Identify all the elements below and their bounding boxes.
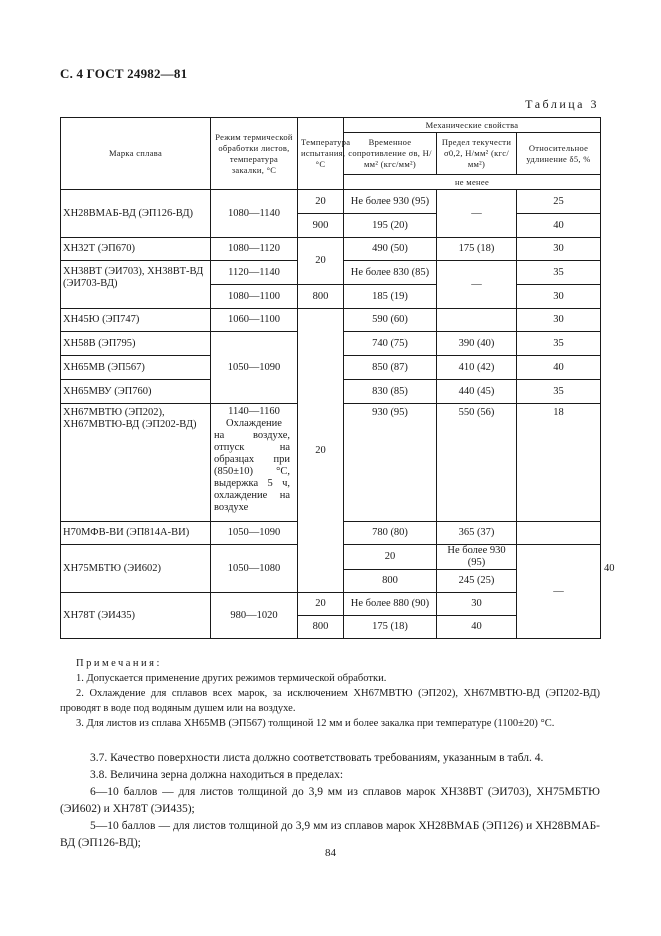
temp-cell: 800 [298,285,344,309]
paragraph: 5—10 баллов — для листов толщиной до 3,9 мм из сплавов марок ХН28ВМАБ (ЭП126) и ХН28ВМАБ-ВД (ЭП126-ВД); [60,820,600,849]
temp-cell: 20 [298,190,344,214]
alloy-cell: ХН78Т (ЭИ435) [61,593,211,639]
tensile-cell: Не более 830 (85) [344,261,437,285]
header-tensile: Временное сопротивление σв, Н/мм² (кгс/мм²) [344,133,437,175]
elong-cell: 35 [517,332,601,356]
yield-cell: 390 (40) [437,332,517,356]
notes-title: Примечания: [76,658,162,669]
mode-cell [211,404,298,522]
tensile-cell: Не более 880 (90) [344,593,437,616]
alloy-cell: ХН67МВТЮ (ЭП202), ХН67МВТЮ-ВД (ЭП202-ВД) [61,404,211,522]
note-item: 1. Допускается применение других режимов термической обработки. [76,673,387,684]
header-min-note: не менее [344,175,601,190]
header-mechanical: Механические свойства [344,118,601,133]
temp-cell: 900 [298,214,344,238]
temp-cell: 20 [298,238,344,285]
header-yield: Предел текучести σ0,2, Н/мм² (кгс/мм²) [437,133,517,175]
table-notes [60,656,600,731]
paragraph: 3.8. Величина зерна должна находиться в пределах: [90,769,344,781]
tensile-cell: 590 (60) [344,309,437,332]
mode-cell: 1080—1140 [211,190,298,238]
alloy-cell: ХН65МВУ (ЭП760) [61,380,211,404]
tensile-cell: 245 (25) [437,570,517,593]
paragraph: 6—10 баллов — для листов толщиной до 3,9 мм из сплавов марок ХН38ВТ (ЭИ703), ХН75МБТЮ (ЭИ602) и ХН78Т (ЭИ435); [60,786,600,815]
tensile-cell: 185 (19) [344,285,437,309]
header-temp: Температура испытания, °С [298,118,344,190]
alloy-cell: ХН28ВМАБ-ВД (ЭП126-ВД) [61,190,211,238]
tensile-cell: 175 (18) [344,616,437,639]
yield-cell: 410 (42) [437,356,517,380]
header-mode: Режим термической обработки листов, температура закалки, °С [211,118,298,190]
tensile-cell: 830 (85) [344,380,437,404]
tensile-cell: 930 (95) [344,404,437,522]
yield-cell: 365 (37) [437,522,517,545]
mode-cell: 1060—1100 [211,309,298,332]
mode-cell: 980—1020 [211,593,298,639]
tensile-cell: Не более 930 (95) [437,545,517,570]
alloy-cell: ХН58В (ЭП795) [61,332,211,356]
yield-cell: 550 (56) [437,404,517,522]
alloy-cell: ХН38ВТ (ЭИ703), ХН38ВТ-ВД (ЭИ703-ВД) [61,261,211,309]
temp-cell: 800 [344,570,437,593]
paragraph: 3.7. Качество поверхности листа должно соответствовать требованиям, указанным в табл. 4. [90,752,544,764]
tensile-cell: 780 (80) [344,522,437,545]
tensile-cell: Не более 930 (95) [344,190,437,214]
elong-cell [517,522,601,545]
elong-cell: 35 [517,261,601,285]
mode-cell: 1050—1090 [211,332,298,404]
page-header: С. 4 ГОСТ 24982—81 [60,66,188,81]
elong-cell: 30 [517,238,601,261]
mode-cell: 1120—1140 [211,261,298,285]
alloy-cell: ХН75МБТЮ (ЭИ602) [61,545,211,593]
elong-cell: 30 [517,309,601,332]
yield-cell: — [517,545,601,639]
table-row [61,190,601,214]
elong-cell: 40 [517,356,601,380]
mode-treatment-note: Охлаждение на воздухе, отпуск на образцах при (850±10) °С, выдержка 5 ч, охлаждение на воздухе [214,418,290,513]
temp-cell: 20 [344,545,437,570]
temp-cell: 800 [298,616,344,639]
table-row [61,309,601,332]
elong-cell: 40 [517,214,601,238]
table-row [61,238,601,261]
tensile-cell: 195 (20) [344,214,437,238]
elong-cell: 40 [437,616,517,639]
elong-cell: 30 [437,593,517,616]
alloy-cell: ХН45Ю (ЭП747) [61,309,211,332]
mode-cell: 1050—1090 [211,522,298,545]
temp-cell: 20 [298,309,344,593]
mode-cell: 1080—1120 [211,238,298,261]
yield-cell: 440 (45) [437,380,517,404]
elong-cell: 35 [517,380,601,404]
note-item: 3. Для листов из сплава ХН65МВ (ЭП567) толщиной 12 мм и более закалка при температуре (1100±20) °С. [76,718,555,729]
alloy-cell: ХН32Т (ЭП670) [61,238,211,261]
elong-cell: 30 [517,285,601,309]
yield-cell: 175 (18) [437,238,517,261]
table-caption: Таблица 3 [525,97,599,111]
header-alloy: Марка сплава [61,118,211,190]
body-text [60,750,600,852]
mode-cell: 1080—1100 [211,285,298,309]
note-item: 2. Охлаждение для сплавов всех марок, за исключением ХН67МВТЮ (ЭП202), ХН67МВТЮ-ВД (ЭП202-ВД) проводят в воде под водяным душем или на воздухе. [60,688,600,714]
temp-cell: 20 [298,593,344,616]
mode-temperature: 1140—1160 [228,406,280,417]
alloy-cell: ХН65МВ (ЭП567) [61,356,211,380]
tensile-cell: 850 (87) [344,356,437,380]
tensile-cell: 740 (75) [344,332,437,356]
mechanical-properties-table [60,117,615,639]
elong-cell: 25 [517,190,601,214]
yield-cell [437,309,517,332]
alloy-cell: Н70МФВ-ВИ (ЭП814А-ВИ) [61,522,211,545]
yield-cell: — [437,190,517,238]
header-elongation: Относительное удлинение δ5, % [517,133,601,175]
yield-cell: — [437,261,517,309]
table-row: ХН75МБТЮ (ЭИ602) 1050—1080 20 Не более 930 (95) — 40 [61,545,601,570]
page-number: 84 [325,847,336,859]
mode-cell: 1050—1080 [211,545,298,593]
elong-cell: 18 [517,404,601,522]
tensile-cell: 490 (50) [344,238,437,261]
